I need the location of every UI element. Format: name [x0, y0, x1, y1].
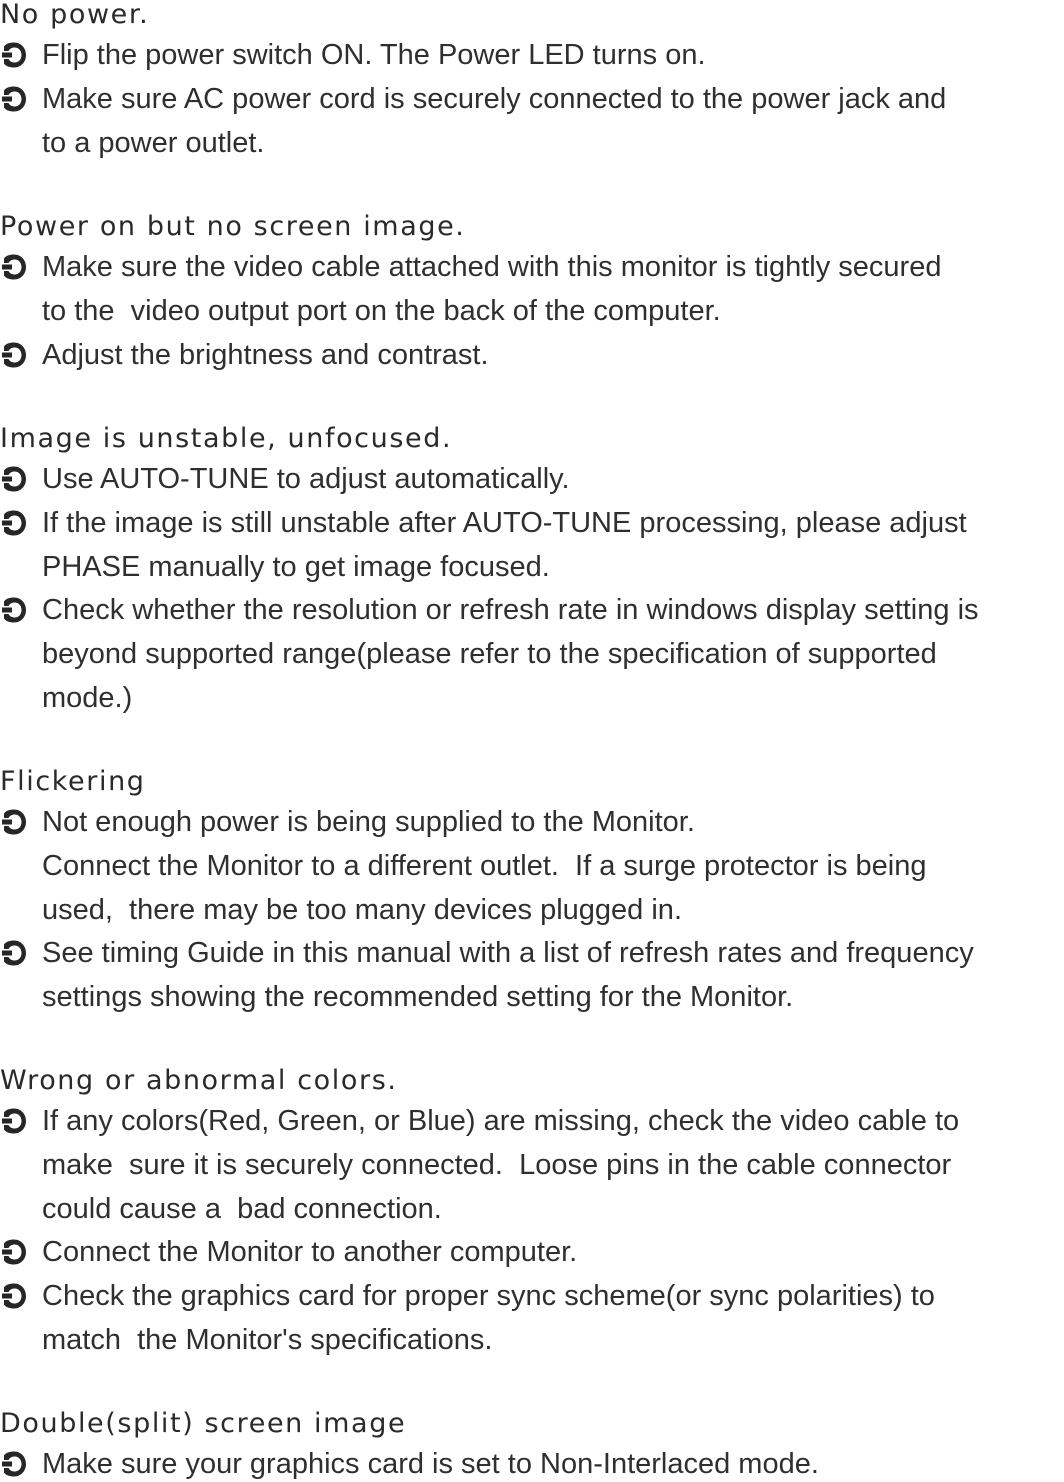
arrow-bullet-icon	[1, 254, 29, 280]
list-item-continuation: Connect the Monitor to a different outlet. If a surge protector is being	[42, 850, 927, 882]
list-item: Not enough power is being supplied to the Monitor.	[42, 806, 695, 838]
arrow-bullet-icon	[1, 597, 29, 623]
list-item-continuation: could cause a bad connection.	[42, 1193, 442, 1225]
list-item: Check whether the resolution or refresh rate in windows display setting is	[42, 594, 979, 626]
arrow-bullet-icon	[1, 1283, 29, 1309]
arrow-bullet-icon	[1, 1108, 29, 1134]
list-item: Adjust the brightness and contrast.	[42, 339, 489, 371]
arrow-bullet-icon	[1, 510, 29, 536]
arrow-bullet-icon	[1, 809, 29, 835]
section-heading: Double(split) screen image	[0, 1408, 407, 1439]
section-heading: Flickering	[0, 766, 146, 797]
list-item-continuation: to the video output port on the back of the computer.	[42, 295, 721, 327]
list-item-continuation: mode.)	[42, 682, 133, 714]
list-item-continuation: to a power outlet.	[42, 127, 265, 159]
section-heading: Power on but no screen image.	[0, 211, 466, 242]
list-item-continuation: PHASE manually to get image focused.	[42, 551, 550, 583]
arrow-bullet-icon	[1, 42, 29, 68]
list-item-continuation: match the Monitor's specifications.	[42, 1324, 493, 1356]
list-item-continuation: beyond supported range(please refer to the specification of supported	[42, 638, 937, 670]
list-item-continuation: settings showing the recommended setting for the Monitor.	[42, 981, 794, 1013]
list-item: If the image is still unstable after AUTO-TUNE processing, please adjust	[42, 507, 967, 539]
list-item: If any colors(Red, Green, or Blue) are missing, check the video cable to	[42, 1105, 960, 1137]
list-item-continuation: used, there may be too many devices plugged in.	[42, 894, 682, 926]
list-item: Check the graphics card for proper sync scheme(or sync polarities) to	[42, 1280, 935, 1312]
list-item: Make sure the video cable attached with this monitor is tightly secured	[42, 251, 942, 283]
list-item: Connect the Monitor to another computer.	[42, 1236, 578, 1268]
list-item: See timing Guide in this manual with a list of refresh rates and frequency	[42, 937, 974, 969]
list-item: Flip the power switch ON. The Power LED turns on.	[42, 39, 706, 71]
arrow-bullet-icon	[1, 342, 29, 368]
arrow-bullet-icon	[1, 466, 29, 492]
list-item: Make sure AC power cord is securely connected to the power jack and	[42, 83, 947, 115]
list-item: Use AUTO-TUNE to adjust automatically.	[42, 463, 570, 495]
list-item-continuation: make sure it is securely connected. Loose pins in the cable connector	[42, 1149, 952, 1181]
arrow-bullet-icon	[1, 86, 29, 112]
arrow-bullet-icon	[1, 940, 29, 966]
arrow-bullet-icon	[1, 1239, 29, 1265]
arrow-bullet-icon	[1, 1451, 29, 1477]
section-heading: No power.	[0, 0, 150, 30]
section-heading: Image is unstable, unfocused.	[0, 423, 453, 454]
list-item: Make sure your graphics card is set to Non-Interlaced mode.	[42, 1448, 819, 1480]
section-heading: Wrong or abnormal colors.	[0, 1065, 398, 1096]
